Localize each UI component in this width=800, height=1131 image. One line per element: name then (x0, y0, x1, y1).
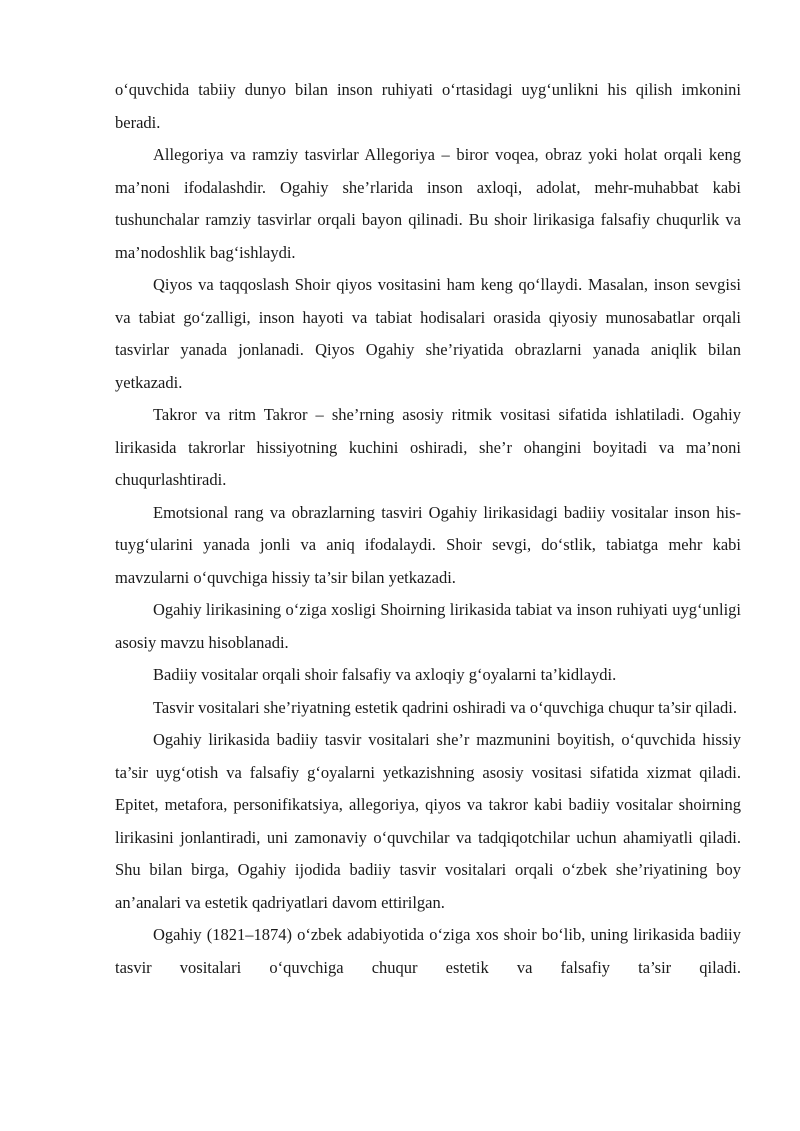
paragraph-allegory: Allegoriya va ramziy tasvirlar Allegoriya – biror voqea, obraz yoki holat orqali keng ma’noni ifodalashdir. Ogahiy she’rlarida inson axloqi, adolat, mehr-muhabbat kabi tushunchalar ramziy tasvirlar orqali bayon qilinadi. Bu shoir lirikasiga falsafiy chuqurlik va ma’nodoshlik bag‘ishlaydi. (115, 145, 741, 262)
paragraph-continuation: o‘quvchida tabiiy dunyo bilan inson ruhiyati o‘rtasidagi uyg‘unlikni his qilish imkonini beradi. (115, 80, 741, 132)
paragraph-comparison: Qiyos va taqqoslash Shoir qiyos vositasini ham keng qo‘llaydi. Masalan, inson sevgisi va tabiat go‘zalligi, inson hayoti va tabiat hodisalari orasida qiyosiy munosabatlar orqali tasvirlar yanada jonlanadi. Qiyos Ogahiy she’riyatida obrazlarni yanada aniqlik bilan yetkazadi. (115, 275, 741, 392)
paragraph-ogahiy-intro: Ogahiy (1821–1874) o‘zbek adabiyotida o‘ziga xos shoir bo‘lib, uning lirikasida badiiy tasvir vositalari o‘quvchiga chuqur estetik va falsafiy ta’sir qiladi. (115, 925, 741, 977)
paragraph-ideas: Badiiy vositalar orqali shoir falsafiy va axloqiy g‘oyalarni ta’kidlaydi. (153, 665, 617, 684)
paragraph-conclusion: Ogahiy lirikasida badiiy tasvir vositalari she’r mazmunini boyitish, o‘quvchida hissiy ta’sir uyg‘otish va falsafiy g‘oyalarni yetkazishning asosiy vositasi sifatida xizmat qiladi. Epitet, metafora, personifikatsiya, allegoriya, qiyos va takror kabi badiiy vositalar shoirning lirikasini jonlantiradi, uni zamonaviy o‘quvchilar va tadqiqotchilar uchun ahamiyatli qiladi. Shu bilan birga, Ogahiy ijodida badiiy tasvir vositalari orqali o‘zbek she’riyatining boy an’analari va estetik qadriyatlari davom ettirilgan. (115, 730, 741, 912)
document-page (115, 74, 741, 984)
paragraph-emotional-color: Emotsional rang va obrazlarning tasviri Ogahiy lirikasidagi badiiy vositalar inson his-tuyg‘ularini yanada jonli va aniq ifodalaydi. Shoir sevgi, do‘stlik, tabiatga mehr kabi mavzularni o‘quvchiga hissiy ta’sir bilan yetkazadi. (115, 502, 741, 587)
paragraph-repetition-rhythm: Takror va ritm Takror – she’rning asosiy ritmik vositasi sifatida ishlatiladi. Ogahiy lirikasida takrorlar hissiyotning kuchini oshiradi, she’r ohangini boyitadi va ma’noni chuqurlashtiradi. (115, 405, 741, 489)
paragraph-uniqueness: Ogahiy lirikasining o‘ziga xosligi Shoirning lirikasida tabiat va inson ruhiyati uyg‘unligi asosiy mavzu hisoblanadi. (115, 600, 741, 652)
paragraph-aesthetic-value: Tasvir vositalari she’riyatning estetik qadrini oshiradi va o‘quvchiga chuqur ta’sir qiladi. (153, 697, 737, 717)
